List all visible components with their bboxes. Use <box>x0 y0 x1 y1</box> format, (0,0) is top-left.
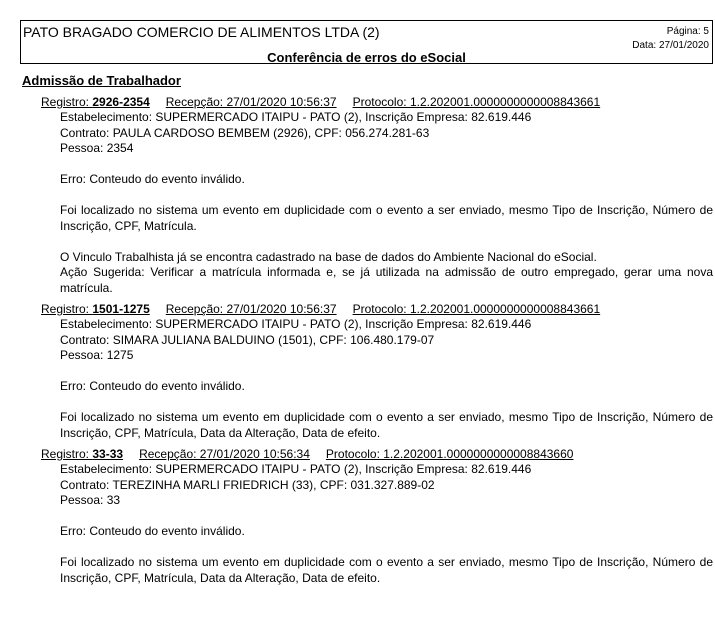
establishment-line: Estabelecimento: SUPERMERCADO ITAIPU - PATO (2), Inscrição Empresa: 82.619.446 <box>60 317 532 331</box>
report-header <box>20 20 713 64</box>
registro-label: Registro: <box>41 447 90 461</box>
person-line: Pessoa: 2354 <box>60 141 134 155</box>
reception-time: Recepção: 27/01/2020 10:56:37 <box>165 302 337 316</box>
record <box>41 447 713 586</box>
registro-label: Registro: <box>41 95 90 109</box>
page-number: Página: 5 <box>666 26 709 37</box>
registro-value: 1501-1275 <box>92 302 150 316</box>
record-header <box>41 447 713 462</box>
report-title: Conferência de erros do eSocial <box>267 50 466 65</box>
suggested-action: Ação Sugerida: Verificar a matrícula informada e, se já utilizada na admissão de outro empregado, gerar uma nova matrícula. <box>60 265 713 295</box>
record <box>41 95 713 296</box>
record-header <box>41 302 713 317</box>
establishment-line: Estabelecimento: SUPERMERCADO ITAIPU - PATO (2), Inscrição Empresa: 82.619.446 <box>60 110 532 124</box>
contract-line: Contrato: PAULA CARDOSO BEMBEM (2926), CPF: 056.274.281-63 <box>60 125 430 140</box>
record <box>41 302 713 441</box>
report-date: Data: 27/01/2020 <box>632 40 709 51</box>
registro-value: 2926-2354 <box>92 95 150 109</box>
error-message: Foi localizado no sistema um evento em duplicidade com o evento a ser enviado, mesmo Tipo de Inscrição, Número de Inscrição, CPF, Matrícula. <box>60 203 713 233</box>
error-line: Erro: Conteudo do evento inválido. <box>60 379 245 393</box>
error-message: Foi localizado no sistema um evento em duplicidade com o evento a ser enviado, mesmo Tipo de Inscrição, Número de Inscrição, CPF, Matrícula, Data da Alteração, Data de efeito. <box>60 410 713 440</box>
establishment-line: Estabelecimento: SUPERMERCADO ITAIPU - PATO (2), Inscrição Empresa: 82.619.446 <box>60 462 532 476</box>
protocol-number: Protocolo: 1.2.202001.0000000000008843661 <box>352 95 601 109</box>
error-message: O Vinculo Trabalhista já se encontra cadastrado na base de dados do Ambiente Nacional do eSocial. <box>60 249 597 264</box>
person-line: Pessoa: 33 <box>60 493 121 507</box>
reception-time: Recepção: 27/01/2020 10:56:37 <box>165 95 337 109</box>
company-name: PATO BRAGADO COMERCIO DE ALIMENTOS LTDA (2) <box>23 24 380 40</box>
record-header <box>41 95 713 110</box>
protocol-number: Protocolo: 1.2.202001.0000000000008843661 <box>352 302 601 316</box>
section-title: Admissão de Trabalhador <box>22 73 181 88</box>
registro-value: 33-33 <box>92 447 124 461</box>
reception-time: Recepção: 27/01/2020 10:56:34 <box>139 447 310 461</box>
record-list <box>41 95 713 592</box>
error-line: Erro: Conteudo do evento inválido. <box>60 172 245 186</box>
person-line: Pessoa: 1275 <box>60 348 134 362</box>
error-line: Erro: Conteudo do evento inválido. <box>60 524 245 538</box>
contract-line: Contrato: SIMARA JULIANA BALDUINO (1501), CPF: 106.480.179-07 <box>60 332 435 347</box>
protocol-number: Protocolo: 1.2.202001.0000000000008843660 <box>325 447 574 461</box>
error-message: Foi localizado no sistema um evento em duplicidade com o evento a ser enviado, mesmo Tipo de Inscrição, Número de Inscrição, CPF, Matrícula, Data da Alteração, Data de efeito. <box>60 555 713 585</box>
contract-line: Contrato: TEREZINHA MARLI FRIEDRICH (33), CPF: 031.327.889-02 <box>60 477 435 492</box>
registro-label: Registro: <box>41 302 90 316</box>
